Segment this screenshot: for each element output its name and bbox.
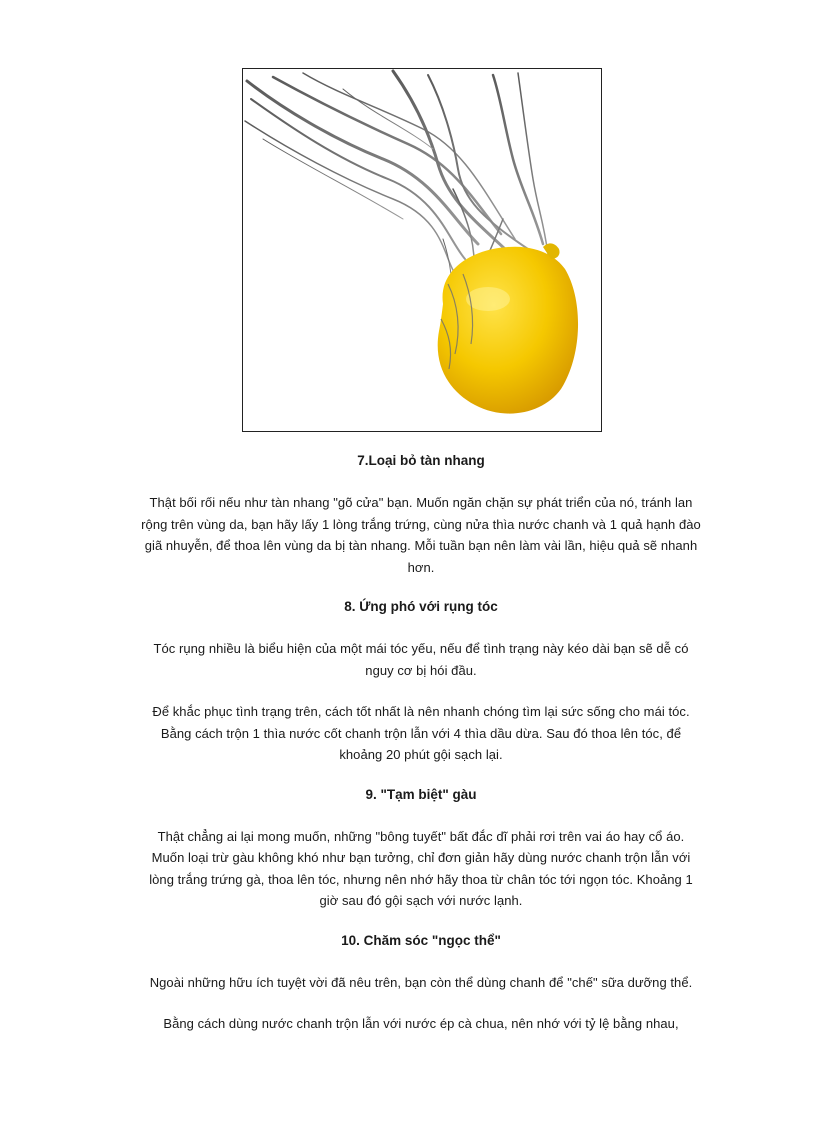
paragraph-body-care-intro: Ngoài những hữu ích tuyệt vời đã nêu trên, bạn còn thể dùng chanh để "chế" sữa dưỡng thể. xyxy=(149,974,693,990)
paragraph-hair-loss-intro: Tóc rụng nhiều là biểu hiện của một mái tóc yếu, nếu để tình trạng này kéo dài bạn sẽ dễ có nguy cơ bị hói đầu. xyxy=(153,641,689,678)
lemon-icon xyxy=(243,69,601,431)
section-heading-hair-loss: 8. Ứng phó với rụng tóc xyxy=(344,599,498,614)
paragraph-hair-loss-remedy: Để khắc phục tình trạng trên, cách tốt nhất là nên nhanh chóng tìm lại sức sống cho mái tóc. Bằng cách trộn 1 thìa nước cốt chanh trộn lẫn với 4 thìa dầu dừa. Sau đó thoa lên tóc, để khoảng 20 phút gội sạch lại. xyxy=(152,704,690,762)
section-heading-freckles: 7.Loại bỏ tàn nhang xyxy=(357,453,485,468)
paragraph-freckles: Thật bối rối nếu như tàn nhang "gõ cửa" bạn. Muốn ngăn chặn sự phát triển của nó, tránh lan rộng trên vùng da, bạn hãy lấy 1 lòng trắng trứng, cùng nửa thìa nước chanh và 1 quả hạnh đào giã nhuyễn, để thoa lên vùng da bị tàn nhang. Mỗi tuần bạn nên làm vài lần, hiệu quả sẽ nhanh hơn. xyxy=(141,495,701,575)
article-body xyxy=(140,452,702,1035)
lemon-splash-image xyxy=(242,68,602,432)
section-heading-dandruff: 9. "Tạm biệt" gàu xyxy=(365,786,477,802)
section-heading-body-care: 10. Chăm sóc "ngọc thể" xyxy=(341,932,501,948)
paragraph-body-care-method: Bằng cách dùng nước chanh trộn lẫn với nước ép cà chua, nên nhớ với tỷ lệ bằng nhau, xyxy=(163,1016,679,1031)
paragraph-dandruff: Thật chẳng ai lại mong muốn, những "bông tuyết" bất đắc dĩ phải rơi trên vai áo hay cổ áo. Muốn loại trừ gàu không khó như bạn tưởng, chỉ đơn giản hãy dùng nước chanh trộn lẫn với lòng trắng trứng gà, thoa lên tóc, nhưng nên nhớ hãy thoa từ chân tóc tới ngọn tóc. Khoảng 1 giờ sau đó gội sạch với nước lạnh. xyxy=(149,828,693,908)
